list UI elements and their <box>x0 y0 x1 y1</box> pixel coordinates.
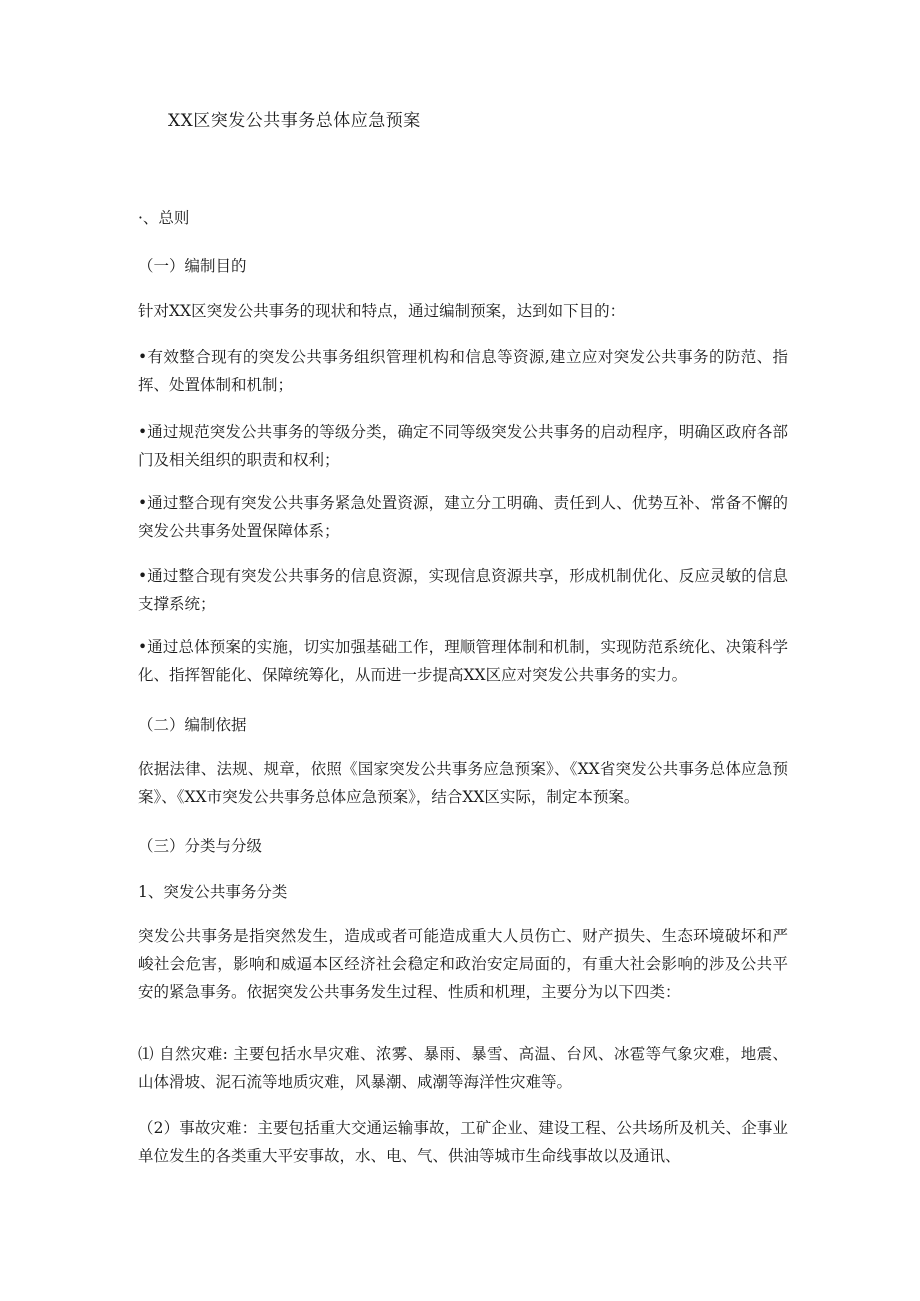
type-item-1: ⑴ 自然灾难: 主要包括水旱灾难、浓雾、暴雨、暴雪、高温、台风、冰雹等气象灾难，地震、山体滑坡、泥石流等地质灾难，风暴潮、咸潮等海洋性灾难等。 <box>138 1045 788 1091</box>
goal-item-3: •通过整合现有突发公共事务紧急处置资源，建立分工明确、责任到人、优势互补、常备不懈的突发公共事务处置保障体系； <box>138 494 788 540</box>
basis-text: 依据法律、法规、规章，依照《国家突发公共事务应急预案》、《XX省突发公共事务总体应急预案》、《XX市突发公共事务总体应急预案》，结合XX区实际，制定本预案。 <box>138 760 788 806</box>
section-general-heading: ·、总则 <box>138 209 190 227</box>
goal-item-1: •有效整合现有的突发公共事务组织管理机构和信息等资源,建立应对突发公共事务的防范、指挥、处置体制和机制； <box>138 348 788 394</box>
classify-subheading: 1、突发公共事务分类 <box>138 883 288 901</box>
basis-heading: （二）编制依据 <box>138 716 247 734</box>
purpose-heading: （一）编制目的 <box>138 257 247 275</box>
classify-heading: （三）分类与分级 <box>138 837 263 855</box>
goal-item-2: •通过规范突发公共事务的等级分类，确定不同等级突发公共事务的启动程序，明确区政府各部门及相关组织的职责和权利； <box>138 423 788 469</box>
classify-text: 突发公共事务是指突然发生，造成或者可能造成重大人员伤亡、财产损失、生态环境破坏和严峻社会危害，影响和威逼本区经济社会稳定和政治安定局面的，有重大社会影响的涉及公共平安的紧急事务。依据突发公共事务发生过程、性质和机理，主要分为以下四类： <box>138 927 788 1001</box>
document-title: XX区突发公共事务总体应急预案 <box>168 111 421 131</box>
goal-item-5: •通过总体预案的实施，切实加强基础工作，理顺管理体制和机制，实现防范系统化、决策科学化、指挥智能化、保障统筹化，从而进一步提高XX区应对突发公共事务的实力。 <box>138 638 788 684</box>
goal-item-4: •通过整合现有突发公共事务的信息资源，实现信息资源共享，形成机制优化、反应灵敏的信息支撑系统； <box>138 567 788 613</box>
type-item-2: （2）事故灾难：主要包括重大交通运输事故，工矿企业、建设工程、公共场所及机关、企事业单位发生的各类重大平安事故，水、电、气、供油等城市生命线事故以及通讯、 <box>138 1119 788 1165</box>
purpose-intro: 针对XX区突发公共事务的现状和特点，通过编制预案，达到如下目的： <box>138 302 626 320</box>
